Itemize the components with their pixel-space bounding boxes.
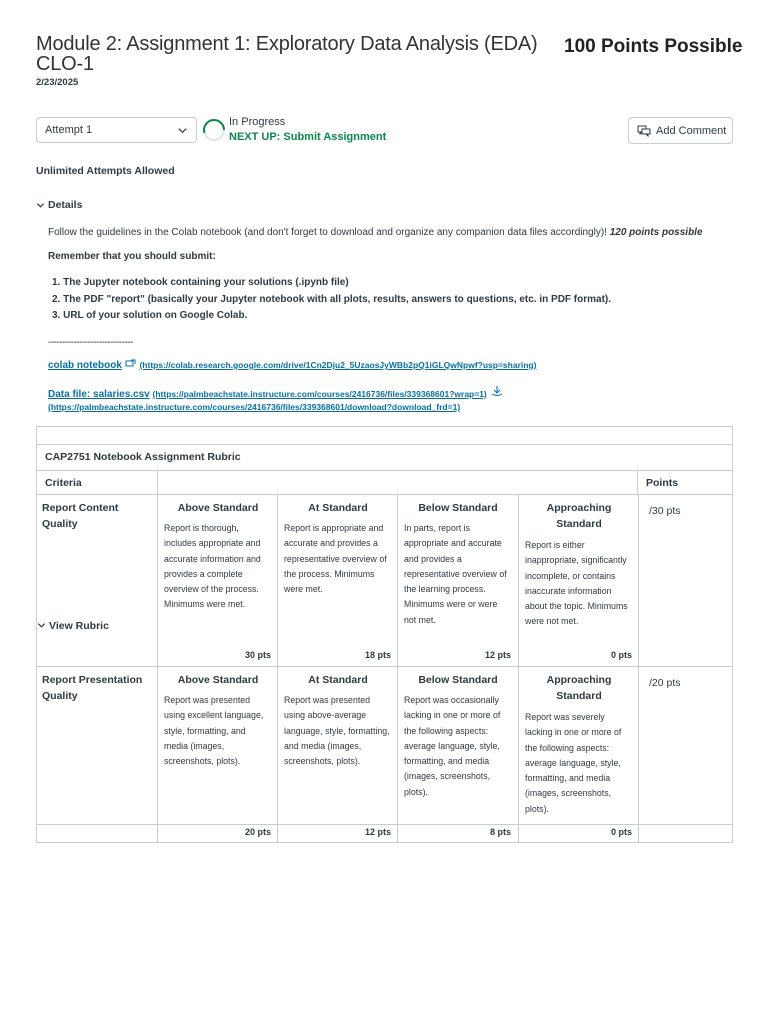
- attempts-note: Unlimited Attempts Allowed: [36, 165, 175, 177]
- data-file-url[interactable]: (https://palmbeachstate.instructure.com/courses/2416736/files/339368601?wrap=1): [152, 389, 487, 399]
- rating-cell: [397, 667, 517, 843]
- rating-title: Approaching Standard: [546, 674, 612, 702]
- rubric-title: CAP2751 Notebook Assignment Rubric: [37, 445, 732, 471]
- rating-points: 0 pts: [610, 650, 632, 660]
- next-up-text: NEXT UP: Submit Assignment: [229, 131, 387, 143]
- points-possible: 100 Points Possible: [564, 36, 743, 57]
- details-toggle[interactable]: [36, 199, 82, 211]
- progress-ring-icon: [202, 118, 226, 142]
- rating-points: 12 pts: [364, 827, 391, 837]
- header: [36, 33, 743, 76]
- download-url[interactable]: (https://palmbeachstate.instructure.com/courses/2416736/files/339368601/download?download_frd=1): [48, 402, 461, 412]
- view-rubric-label: View Rubric: [49, 619, 109, 632]
- rating-description: Report is thorough, includes appropriate and accurate information and provides a complete overview of the process. Minimums were met.: [164, 523, 261, 610]
- rating-title: Above Standard: [177, 674, 259, 686]
- ratings-column-header: [157, 471, 638, 495]
- rating-cell: [518, 495, 638, 666]
- details-toggle-label: Details: [48, 199, 83, 211]
- description-emphasis: 120 points possible: [609, 227, 703, 238]
- colab-link-row: [48, 359, 536, 371]
- rating-points: 8 pts: [489, 827, 511, 837]
- rating-title: Above Standard: [177, 502, 259, 514]
- colab-url[interactable]: (https://colab.research.google.com/drive/1Cn2Dju2_5UzaosJyWBb2pQ1iGLQwNpwf?usp=sharing): [139, 360, 537, 370]
- criterion-name: Report Content Quality: [42, 502, 119, 530]
- chevron-down-icon: [36, 201, 45, 210]
- rating-cell: [157, 495, 277, 666]
- rating-title: At Standard: [308, 502, 368, 514]
- points-cell: [638, 667, 733, 843]
- remember-heading: Remember that you should submit:: [48, 251, 216, 262]
- comment-icon: [637, 125, 651, 137]
- rating-cell: [157, 667, 277, 843]
- download-icon[interactable]: [490, 385, 504, 397]
- table-row: [37, 495, 732, 667]
- points-column-header: Points: [646, 477, 679, 489]
- rating-title: Approaching Standard: [546, 502, 612, 530]
- rating-cell: [397, 495, 517, 666]
- description-text: Follow the guidelines in the Colab notebook (and don't forget to download and organize any companion data files accordingly)!: [48, 227, 607, 238]
- rating-title: At Standard: [308, 674, 368, 686]
- submission-status: In Progress: [229, 116, 286, 128]
- rating-points: 30 pts: [244, 650, 271, 660]
- rating-points: 12 pts: [484, 650, 511, 660]
- criteria-column-header: Criteria: [45, 477, 82, 489]
- divider-text: ------------------------------: [48, 337, 133, 348]
- colab-notebook-link[interactable]: colab notebook: [48, 360, 122, 371]
- external-link-icon: [125, 359, 137, 368]
- rating-description: In parts, report is appropriate and accurate and provides a representative overview of the learning process. Minimums were or were not met.: [404, 523, 507, 625]
- rating-description: Report is appropriate and accurate and provides a representative overview of the process. Minimums were met.: [284, 523, 387, 595]
- rating-title: Below Standard: [418, 674, 498, 686]
- rating-description: Report was severely lacking in one or more of the following aspects: average language, style, formatting, and media (images, screenshots, plots).: [525, 712, 622, 814]
- rating-points: 20 pts: [244, 827, 271, 837]
- attempt-select-value: Attempt 1: [45, 124, 93, 136]
- table-row: [37, 667, 732, 843]
- rating-cell: [518, 667, 638, 843]
- assignment-description: [48, 227, 748, 238]
- rating-cell: [277, 495, 397, 666]
- add-comment-button[interactable]: [628, 117, 733, 144]
- list-item: 1. The Jupyter notebook containing your solutions (.ipynb file): [52, 277, 349, 288]
- criterion-name: Report Presentation Quality: [42, 674, 143, 702]
- data-file-link[interactable]: Data file: salaries.csv: [48, 389, 150, 400]
- rating-points: 0 pts: [610, 827, 632, 837]
- rating-cell: [277, 667, 397, 843]
- points-cell: [638, 495, 733, 666]
- due-date: 2/23/2025: [36, 77, 79, 88]
- page-title: Module 2: Assignment 1: Exploratory Data Analysis (EDA) CLO-1: [36, 33, 538, 75]
- criterion-points: /30 pts: [649, 505, 681, 517]
- rating-description: Report was presented using above-average language, style, formatting, and media (images, screenshots, plots).: [284, 695, 390, 767]
- rating-description: Report was presented using excellent language, style, formatting, and media (images, screenshots, plots).: [164, 695, 264, 767]
- submit-list: [52, 276, 611, 326]
- criterion-points: /20 pts: [649, 677, 681, 689]
- add-comment-label: Add Comment: [656, 124, 727, 137]
- list-item: 3. URL of your solution on Google Colab.: [52, 310, 248, 321]
- chevron-down-icon: [177, 125, 188, 136]
- data-link-row: [48, 385, 504, 400]
- rating-description: Report was occasionally lacking in one or more of the following aspects: average language, style, formatting, and media (images, screenshots, plots).: [404, 695, 501, 797]
- attempt-select[interactable]: [36, 117, 197, 143]
- rating-title: Below Standard: [418, 502, 498, 514]
- rubric-table: [36, 444, 733, 843]
- rating-points: 18 pts: [364, 650, 391, 660]
- download-link-row: [48, 402, 460, 413]
- list-item: 2. The PDF "report" (basically your Jupyter notebook with all plots, results, answers to questions, etc. in PDF format).: [52, 293, 612, 305]
- rating-description: Report is either inappropriate, significantly incomplete, or contains inaccurate information about the topic. Minimums were not met.: [525, 540, 628, 627]
- rubric-header-row: [37, 471, 732, 495]
